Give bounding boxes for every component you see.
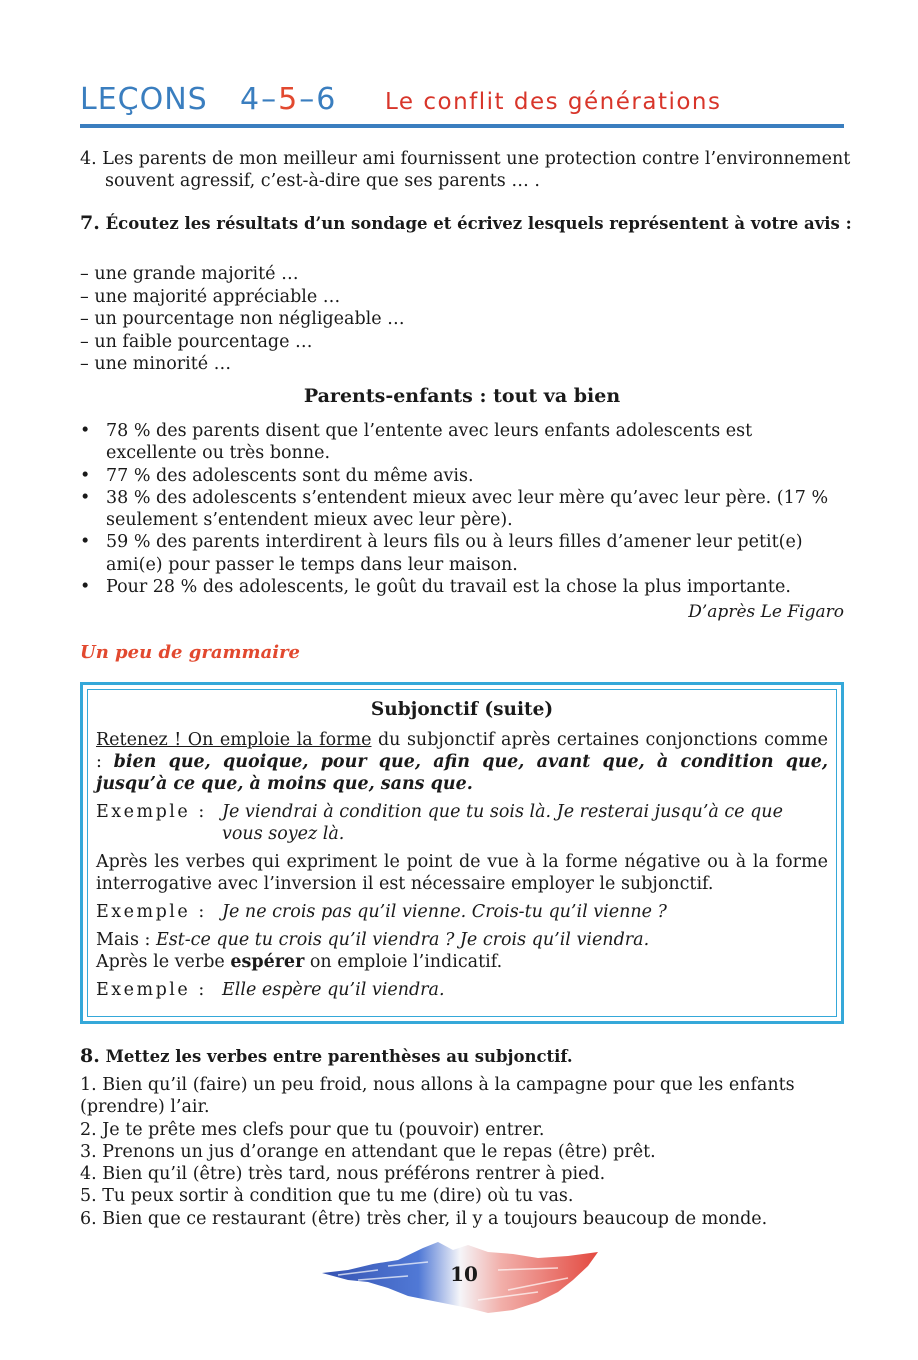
exercise-item: 4. Bien qu’il (être) très tard, nous préférons rentrer à pied. — [80, 1164, 606, 1185]
grammar-box-title: Subjonctif (suite) — [370, 699, 554, 720]
page-header — [80, 82, 844, 128]
lesson-numbers — [240, 82, 337, 117]
list-item: – un faible pourcentage … — [80, 331, 313, 352]
rule-paragraph: Après les verbes qui expriment le point de vue à la forme négative ou à la forme interrogative avec l’inversion il est nécessaire employer le subjonctif. — [96, 852, 828, 894]
exercise-item: 5. Tu peux sortir à condition que tu me (dire) où tu vas. — [80, 1186, 574, 1207]
bullet-text: 59 % des parents interdirent à leurs fils ou à leurs filles d’amener leur petit(e) ami(e) pour passer le temps dans leur maison. — [106, 532, 803, 575]
lesson-separator: – — [261, 82, 279, 117]
question-text: Écoutez les résultats d’un sondage et écrivez lesquels représentent à votre avis : — [105, 214, 852, 233]
exercise-item: 1. Bien qu’il (faire) un peu froid, nous allons à la campagne pour que les enfants (prendre) l’air. — [80, 1075, 795, 1118]
lessons-label: LEÇONS — [80, 82, 208, 117]
retenez-paragraph — [96, 729, 828, 795]
question-8 — [80, 1045, 846, 1068]
lesson-number-5: 5 — [278, 82, 300, 117]
exercise-item: 3. Prenons un jus d’orange en attendant que le repas (être) prêt. — [80, 1141, 656, 1162]
grammar-section-title: Un peu de grammaire — [80, 642, 301, 663]
example-label: Exemple : — [96, 902, 207, 922]
source-citation: D’après Le Figaro — [688, 602, 844, 622]
bullet-text: Pour 28 % des adolescents, le goût du travail est la chose la plus importante. — [106, 577, 791, 598]
lesson-number-6: 6 — [316, 82, 338, 117]
esperer-pre: Après le verbe — [96, 952, 231, 972]
grammar-box-content — [96, 699, 828, 1001]
survey-title: Parents-enfants : tout va bien — [303, 385, 621, 407]
list-item: – une minorité … — [80, 354, 232, 374]
retenez-label: Retenez ! On emploie la forme — [96, 730, 372, 750]
bullet-icon: • — [80, 465, 91, 486]
grammar-box — [80, 682, 844, 1024]
example-text: Elle espère qu’il viendra. — [222, 980, 445, 1000]
conjunctions-list: bien que, quoique, pour que, afin que, avant que, à condition que, jusqu’à ce que, à moins que, sans que. — [96, 752, 828, 794]
exercise-item: 6. Bien que ce restaurant (être) très cher, il y a toujours beaucoup de monde. — [80, 1208, 768, 1229]
lesson-number-4: 4 — [240, 82, 262, 117]
example-text: Je ne crois pas qu’il vienne. Crois-tu qu’il vienne ? — [222, 902, 667, 922]
bullet-icon: • — [80, 577, 91, 598]
list-item: – une grande majorité … — [80, 264, 299, 284]
example-label: Exemple : — [96, 980, 207, 1000]
exercise-list — [80, 1074, 846, 1230]
retenez-text: du subjonctif après certaines conjonctions comme : — [96, 730, 828, 772]
example-1 — [96, 801, 828, 845]
bullet-item — [80, 487, 846, 532]
bullet-text: 77 % des adolescents sont du même avis. — [106, 465, 474, 486]
esperer-post: on emploie l’indicatif. — [304, 952, 503, 972]
bullet-text: 78 % des parents disent que l’entente avec leurs enfants adolescents est excellente ou très bonne. — [106, 421, 753, 464]
bullet-text: 38 % des adolescents s’entendent mieux avec leur mère qu’avec leur père. (17 % seulement s’entendent mieux avec leur père). — [106, 487, 829, 531]
item-4: 4. Les parents de mon meilleur ami fournissent une protection contre l’environnement souvent agressif, c’est-à-dire que ses parents … . — [80, 149, 851, 191]
example-label: Exemple : — [96, 802, 207, 822]
mais-text: Est-ce que tu crois qu’il viendra ? Je crois qu’il viendra. — [155, 930, 650, 950]
example-text: Je viendrai à condition que tu sois là. Je resterai jusqu’à ce que vous soyez là. — [222, 802, 783, 844]
esperer-line — [96, 951, 828, 973]
dash-list — [80, 263, 846, 376]
lesson-separator: – — [299, 82, 317, 117]
question-number: 7. — [80, 212, 100, 234]
question-text: Mettez les verbes entre parenthèses au subjonctif. — [105, 1047, 573, 1066]
example-2 — [96, 901, 828, 923]
example-3 — [96, 979, 828, 1001]
header-rule — [80, 124, 844, 128]
page-number: 10 — [450, 1262, 478, 1286]
question-number: 8. — [80, 1045, 100, 1067]
survey-bullets — [80, 420, 846, 598]
mais-label: Mais : — [96, 930, 156, 950]
list-item: – un pourcentage non négligeable … — [80, 309, 405, 329]
exercise-item: 2. Je te prête mes clefs pour que tu (pouvoir) entrer. — [80, 1119, 545, 1140]
question-7 — [80, 212, 876, 235]
bullet-item — [80, 576, 846, 598]
bullet-item — [80, 420, 846, 465]
bullet-icon: • — [80, 532, 91, 553]
chapter-title: Le conflit des générations — [385, 89, 722, 115]
bullet-item — [80, 531, 846, 576]
bullet-item — [80, 465, 846, 487]
esperer-word: espérer — [230, 952, 305, 972]
bullet-icon: • — [80, 487, 91, 508]
list-item: – une majorité appréciable … — [80, 286, 341, 307]
bullet-icon: • — [80, 421, 91, 441]
mais-line — [96, 929, 828, 951]
